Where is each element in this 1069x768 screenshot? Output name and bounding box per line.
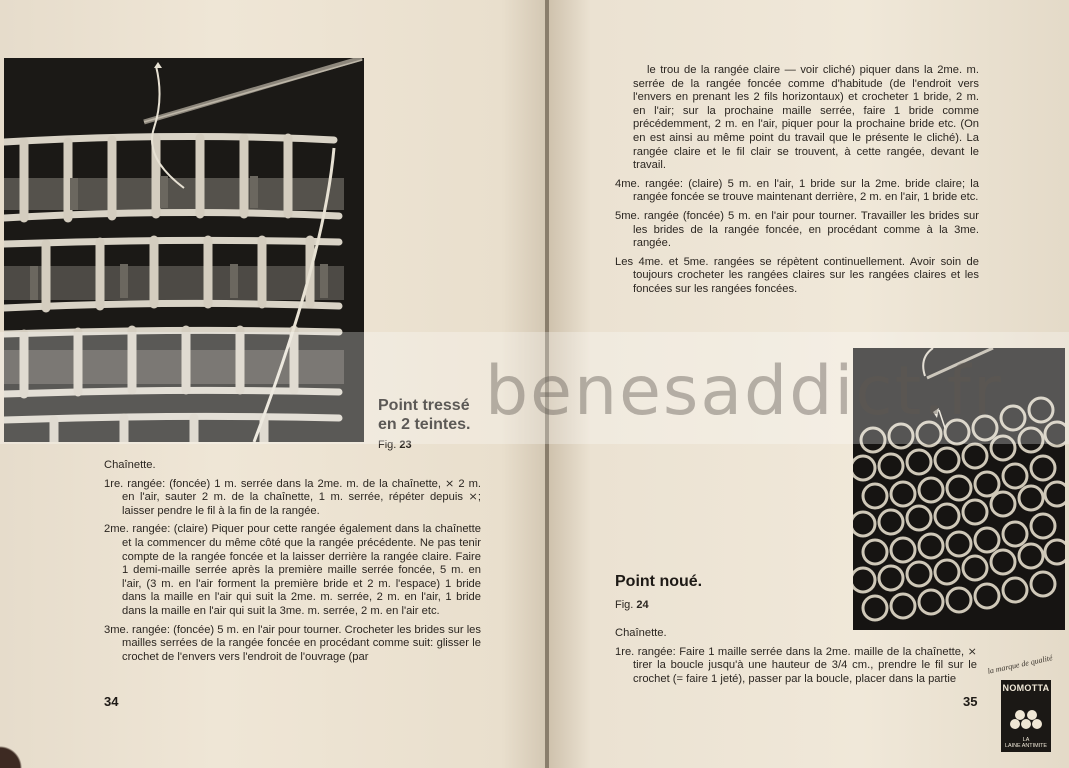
thumb-shadow xyxy=(0,735,30,768)
figure-23-title xyxy=(378,396,470,434)
paragraph-row-1-knot: 1re. rangée: Faire 1 maille serrée dans la 2me. maille de la chaînette, ⨯ tirer la boucle jusqu'à une hauteur de 3/4 cm., prendre le fil sur le crochet (= faire 1 jeté), passer par la boucle, placer dans la partie xyxy=(615,645,977,685)
logo-box xyxy=(1001,680,1051,752)
logo-subtitle-line2: LAINE ANTIMITE xyxy=(1005,743,1047,749)
fig-prefix: Fig. xyxy=(615,599,634,611)
right-page xyxy=(549,0,1069,768)
figure-23-title-line2: en 2 teintes. xyxy=(378,416,471,433)
logo-subtitle-line1: LA xyxy=(1022,737,1030,743)
logo-name: NOMOTTA xyxy=(1002,683,1050,693)
right-page-instructions-2 xyxy=(615,627,977,691)
paragraph-row-5: 5me. rangée (foncée) 5 m. en l'air pour tourner. Travailler les brides sur les brides de la rangée foncée, en procédant comme à la 3me. rangée. xyxy=(615,209,979,250)
figure-24-photo xyxy=(853,348,1065,630)
crochet-two-tone-illustration xyxy=(4,58,364,442)
paragraph-chainette-2: Chaînette. xyxy=(615,627,667,639)
paragraph-row-2: 2me. rangée: (claire) Piquer pour cette rangée également dans la chaînette et la commencer du même côté que la rangée précédente. Ne pas tenir compte de la rangée foncée et la laisser derrière la rangée claire. Faire 1 demi-maille serrée après la première maille serrée foncée, 5 m. en l'air, (3 m. en l'air forment la première bride et 2 m. l'espace) 1 bride dans la maille en l'air qui suit la 2me. m. serrée, 2 m. en l'air, 1 bride dans la maille en l'air qui suit la 3me. m. serrée, 2 m. en l'air etc. xyxy=(104,523,481,617)
logo-tagline: la marque de qualité xyxy=(986,653,1054,676)
fig-number: 23 xyxy=(399,439,412,451)
paragraph-row-4: 4me. rangée: (claire) 5 m. en l'air, 1 bride sur la 2me. bride claire; la rangée foncée se trouve maintenant derrière, 2 m. en l'air, 1 bride etc. xyxy=(615,177,979,204)
paragraph-continuation: le trou de la rangée claire — voir cliché) piquer dans la 2me. m. serrée de la rangée foncée comme d'habitude (de l'endroit vers l'envers en prenant les 2 fils horizontaux) et crocheter 1 bride, 2 m. en l'air; sur la prochaine maille serrée, faire 1 bride comme précédemment, 2 m. en l'air, piquer pour la prochaine bride etc. (On en est ainsi au même point du travail que le présente le cliché). La rangée claire et le fil clair se trouvent, à cette rangée, devant le travail. xyxy=(633,64,979,172)
fig-number: 24 xyxy=(636,599,649,611)
logo-subtitle xyxy=(1001,737,1051,749)
figure-24-label xyxy=(615,599,649,611)
paragraph-row-1: 1re. rangée: (foncée) 1 m. serrée dans la 2me. m. de la chaînette, ⨯ 2 m. en l'air, sauter 2 m. de la chaînette, 1 m. serrée, répéter depuis ⨯; laisser pendre le fil à la fin de la rangée. xyxy=(104,477,481,517)
paragraph-chainette: Chaînette. xyxy=(104,459,156,471)
nomotta-logo xyxy=(986,653,1059,756)
figure-23-photo xyxy=(4,58,364,442)
page-number-left: 34 xyxy=(104,694,119,709)
figure-23-label xyxy=(378,439,412,451)
left-page-instructions xyxy=(104,459,481,669)
crochet-knot-stitch-illustration xyxy=(853,348,1065,630)
yarn-balls-icon xyxy=(1007,706,1045,732)
figure-23-title-line1: Point tressé xyxy=(378,397,470,414)
figure-24-title: Point noué. xyxy=(615,573,703,590)
page-number-right: 35 xyxy=(963,694,978,709)
right-page-instructions xyxy=(615,64,979,302)
watermark-text: benesaddict.fr xyxy=(485,352,1003,431)
paragraph-repeat: Les 4me. et 5me. rangées se répètent continuellement. Avoir soin de toujours crocheter les rangées claires sur les rangées claires et les foncées sur les rangées foncées. xyxy=(615,255,979,295)
fig-prefix: Fig. xyxy=(378,439,397,451)
paragraph-row-3: 3me. rangée: (foncée) 5 m. en l'air pour tourner. Crocheter les brides sur les mailles serrées de la rangée foncée en procédant comme suit: glisser le crochet de l'envers vers l'endroit de l'ouvrage (par xyxy=(104,623,481,663)
